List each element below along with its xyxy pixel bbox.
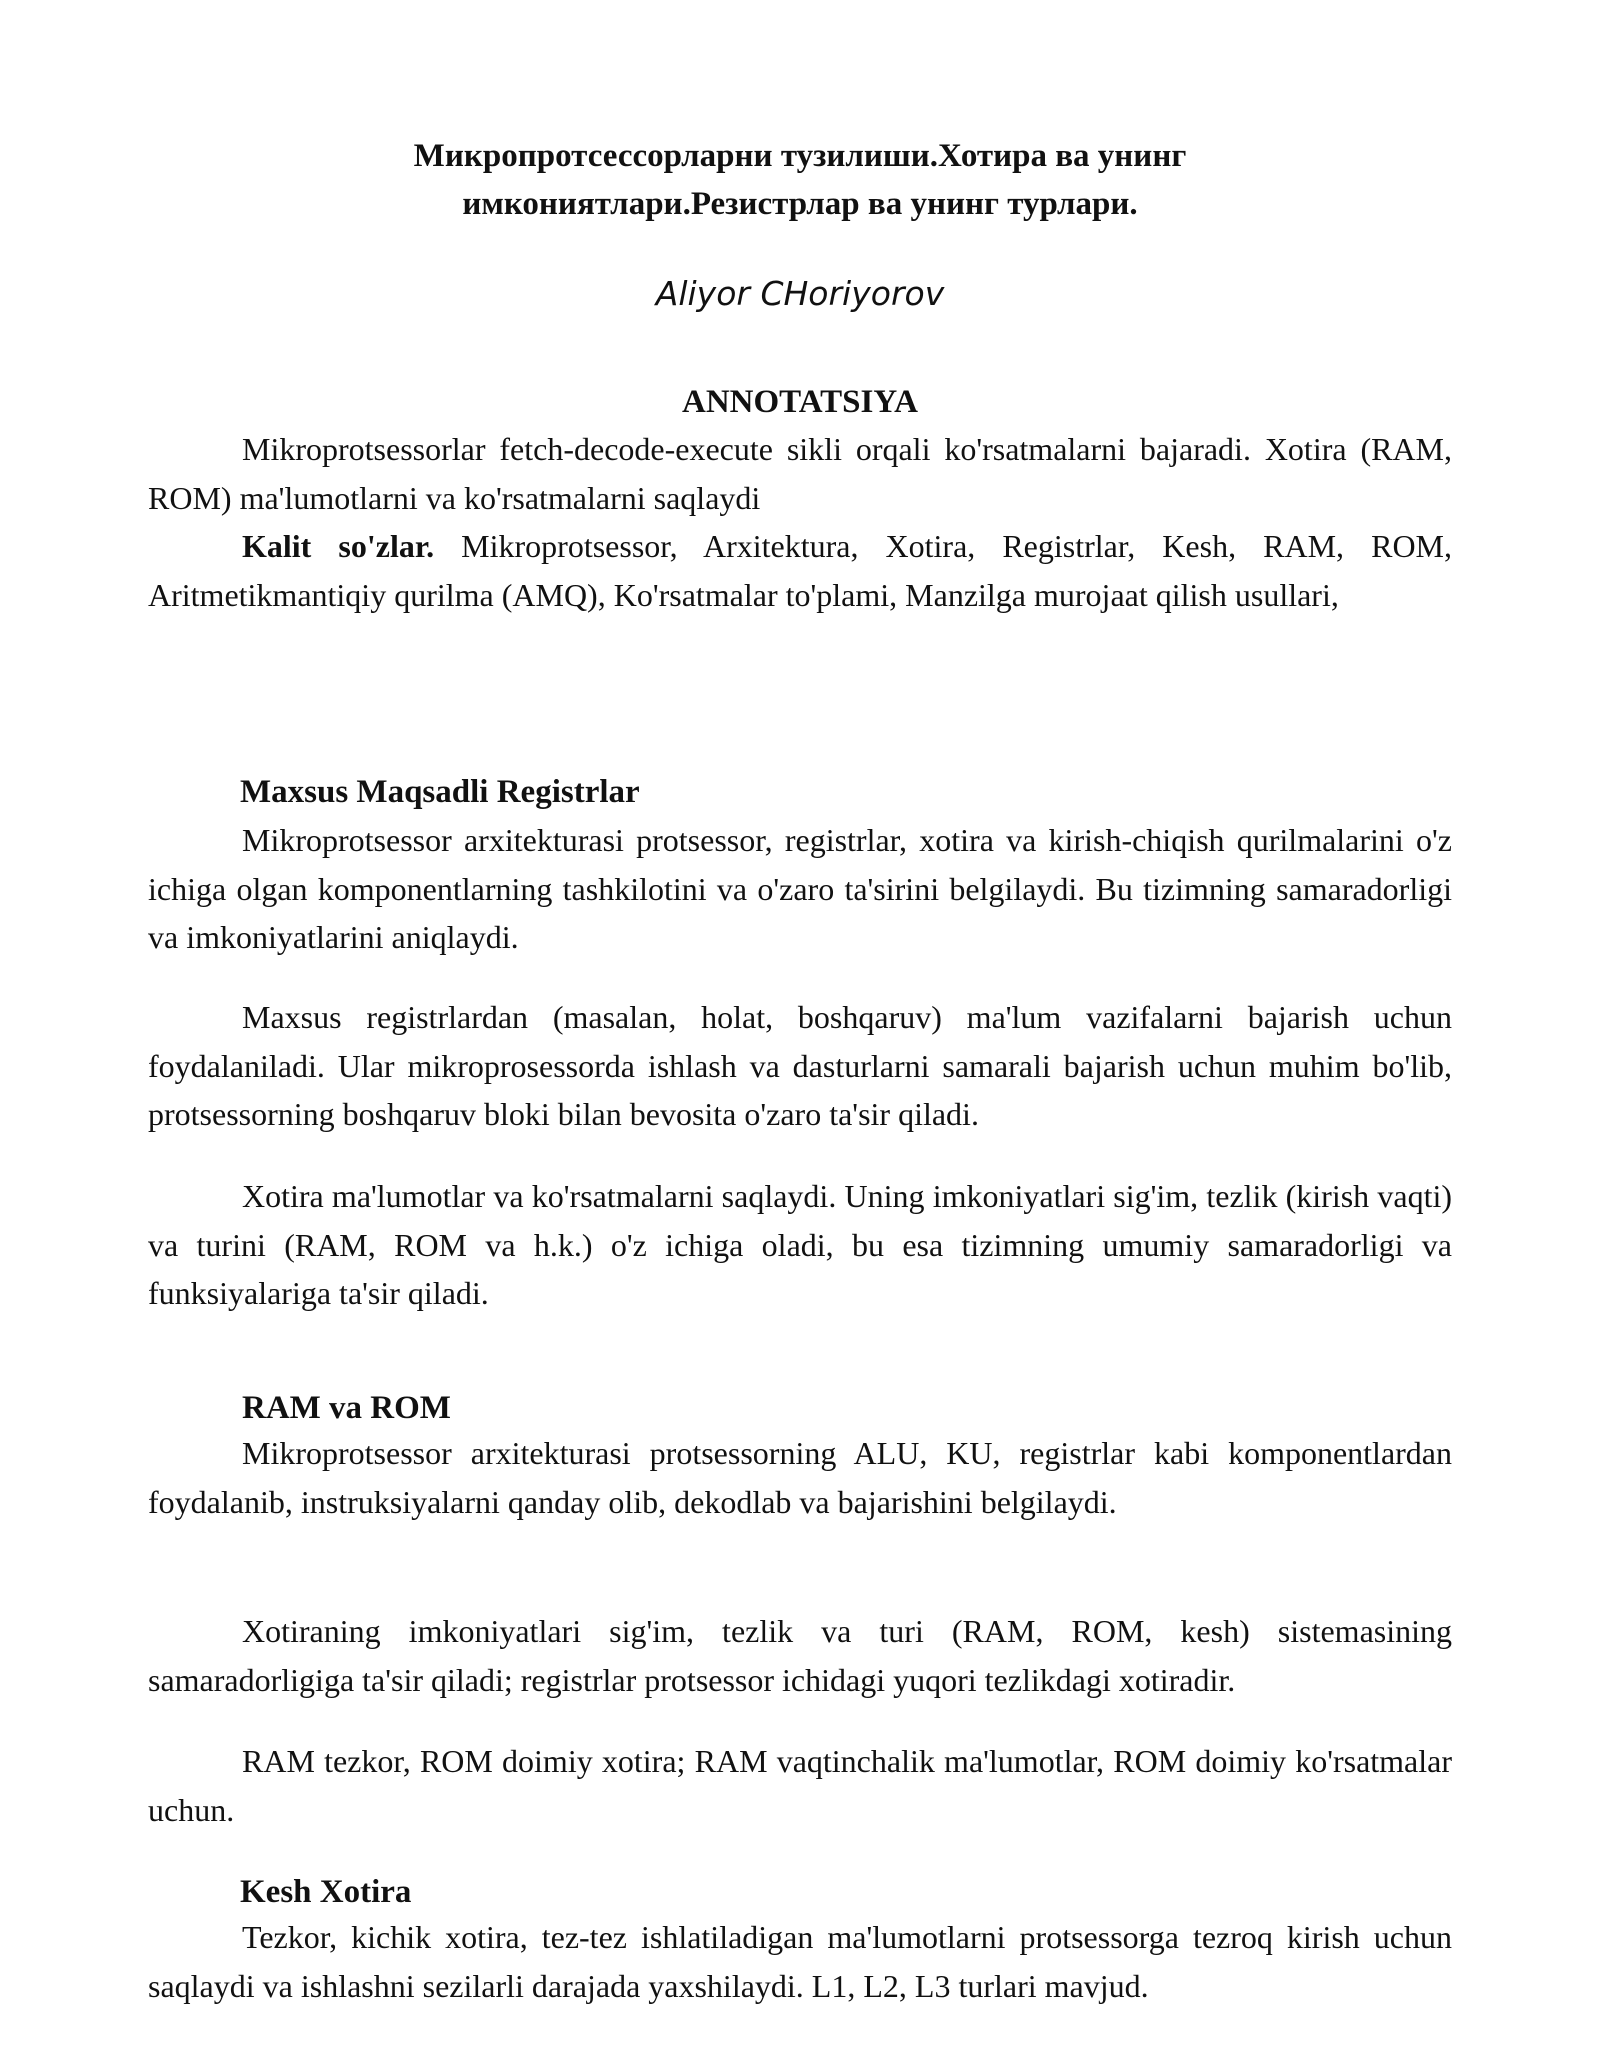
annotation-heading: ANNOTATSIYA bbox=[682, 384, 918, 420]
section-heading: RAM va ROM bbox=[242, 1390, 451, 1426]
section-paragraph: Xotira ma'lumotlar va ko'rsatmalarni saqlaydi. Uning imkoniyatlari sig'im, tezlik (kirish vaqti) va turini (RAM, ROM va h.k.) o'z ichiga oladi, bu esa tizimning umumiy samaradorligi va funksiyalariga ta'sir qiladi. bbox=[148, 1178, 1452, 1311]
keywords-paragraph bbox=[148, 522, 1452, 619]
section-paragraph: RAM tezkor, ROM doimiy xotira; RAM vaqtinchalik ma'lumotlar, ROM doimiy ko'rsatmalar uchun. bbox=[148, 1743, 1452, 1828]
author-name: Aliyor CHoriyorov bbox=[655, 274, 945, 313]
section-heading: Kesh Xotira bbox=[240, 1874, 412, 1910]
section-paragraph: Xotiraning imkoniyatlari sig'im, tezlik va turi (RAM, ROM, kesh) sistemasining samaradorligiga ta'sir qiladi; registrlar protsessor ichidagi yuqori tezlikdagi xotiradir. bbox=[148, 1613, 1452, 1698]
keywords-label: Kalit so'zlar. bbox=[242, 528, 435, 564]
section-paragraph: Mikroprotsessor arxitekturasi protsessorning ALU, KU, registrlar kabi komponentlardan foydalanib, instruksiyalarni qanday olib, dekodlab va bajarishini belgilaydi. bbox=[148, 1435, 1452, 1520]
section-heading: Maxsus Maqsadli Registrlar bbox=[240, 774, 640, 810]
section-paragraph: Maxsus registrlardan (masalan, holat, boshqaruv) ma'lum vazifalarni bajarish uchun foydalaniladi. Ular mikroprosessorda ishlash va dasturlarni samarali bajarish uchun muhim bo'lib, protsessorning boshqaruv bloki bilan bevosita o'zaro ta'sir qiladi. bbox=[148, 999, 1452, 1132]
title-line-1: Микропротсессорларни тузилиши.Хотира ва унинг bbox=[413, 138, 1187, 174]
section-paragraph: Tezkor, kichik xotira, tez-tez ishlatiladigan ma'lumotlarni protsessorga tezroq kirish uchun saqlaydi va ishlashni sezilarli darajada yaxshilaydi. L1, L2, L3 turlari mavjud. bbox=[148, 1919, 1452, 2004]
document-title bbox=[0, 132, 1600, 228]
annotation-paragraph: Mikroprotsessorlar fetch-decode-execute sikli orqali ko'rsatmalarni bajaradi. Xotira (RAM, ROM) ma'lumotlarni va ko'rsatmalarni saqlaydi bbox=[148, 431, 1452, 516]
section-paragraph: Mikroprotsessor arxitekturasi protsessor, registrlar, xotira va kirish-chiqish qurilmalarini o'z ichiga olgan komponentlarning tashkilotini va o'zaro ta'sirini belgilaydi. Bu tizimning samaradorligi va imkoniyatlarini aniqlaydi. bbox=[148, 822, 1452, 955]
title-line-2: имкониятлари.Резистрлар ва унинг турлари. bbox=[462, 186, 1138, 222]
keywords-text: Mikroprotsessor, Arxitektura, Xotira, Registrlar, Kesh, RAM, ROM, Aritmetikmantiqiy qurilma (AMQ), Ko'rsatmalar to'plami, Manzilga murojaat qilish usullari, bbox=[148, 528, 1453, 613]
